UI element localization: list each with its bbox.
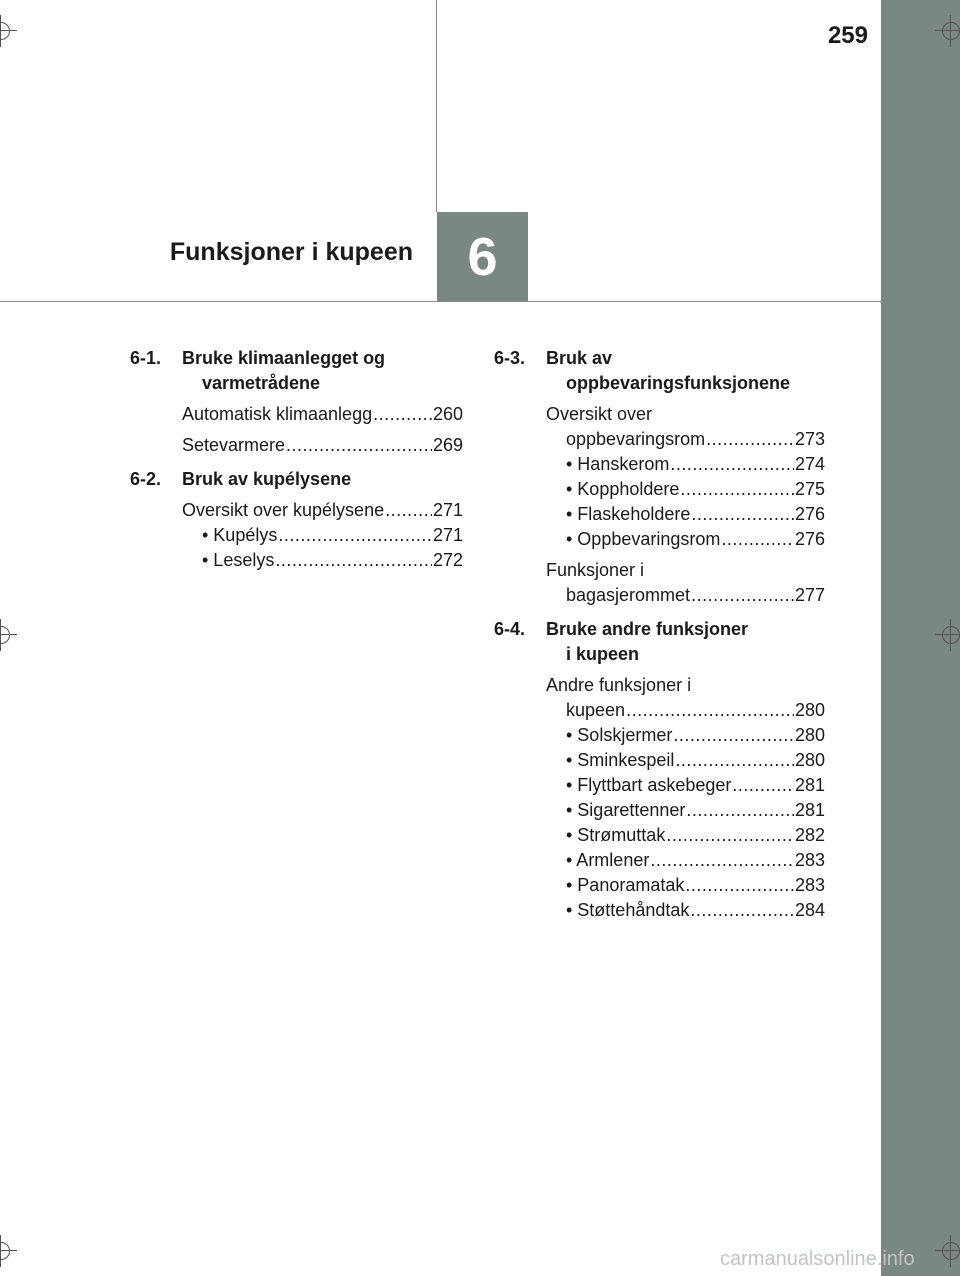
entry-line1: Andre funksjoner i [546, 675, 692, 695]
toc-entry[interactable] [130, 433, 463, 458]
entry-page: 280 [794, 700, 825, 720]
entry-label: • Panoramatak [566, 875, 685, 895]
entry-page: 272 [432, 550, 463, 570]
section-number: 6-2. [130, 469, 162, 489]
entry-page: 273 [794, 429, 825, 449]
toc-entry[interactable] [130, 523, 463, 548]
entry-page: 275 [794, 479, 825, 499]
crop-mark-icon [0, 1242, 10, 1260]
entry-page: 281 [794, 775, 825, 795]
toc-entry[interactable] [494, 773, 825, 798]
toc-entry[interactable] [130, 498, 463, 523]
entry-label: • Støttehåndtak [566, 900, 690, 920]
section-number: 6-1. [130, 348, 162, 368]
entry-page: 281 [794, 800, 825, 820]
toc-entry[interactable] [494, 873, 825, 898]
toc-entry[interactable] [494, 452, 825, 477]
chapter-number: 6 [437, 212, 528, 301]
entry-label: • Flyttbart askebeger [566, 775, 732, 795]
entry-label: Setevarmere [182, 435, 286, 455]
page-number: 259 [827, 22, 868, 49]
crop-mark-icon [0, 22, 10, 40]
entry-line1: Oversikt over [546, 404, 653, 424]
toc-entry[interactable] [494, 898, 825, 923]
entry-label: kupeen [566, 700, 626, 720]
entry-label: • Strømuttak [566, 825, 666, 845]
entry-label: Automatisk klimaanlegg [182, 404, 373, 424]
entry-page: 284 [794, 900, 825, 920]
section-title-cont: oppbevaringsfunksjonene [566, 373, 791, 393]
entry-label: • Oppbevaringsrom [566, 529, 721, 549]
section-title-cont: i kupeen [566, 644, 640, 664]
toc-entry[interactable] [130, 402, 463, 427]
entry-label: • Flaskeholdere [566, 504, 691, 524]
toc-entry[interactable] [494, 527, 825, 552]
crop-mark-icon [942, 1242, 960, 1260]
header-horizontal-rule [0, 301, 881, 302]
entry-page: 276 [794, 529, 825, 549]
watermark: carmanualsonline.info [720, 1248, 915, 1270]
section-title: Bruke klimaanlegget og [182, 348, 386, 368]
entry-label: • Sminkespeil [566, 750, 675, 770]
chapter-title: Funksjoner i kupeen [169, 238, 413, 266]
entry-page: 280 [794, 750, 825, 770]
toc-left-column [130, 346, 463, 573]
entry-label: • Koppholdere [566, 479, 680, 499]
entry-page: 280 [794, 725, 825, 745]
entry-page: 276 [794, 504, 825, 524]
section-title: Bruke andre funksjoner [546, 619, 749, 639]
crop-mark-icon [0, 626, 10, 644]
entry-label: oppbevaringsrom [566, 429, 706, 449]
entry-line1: Funksjoner i [546, 560, 645, 580]
section-number: 6-3. [494, 348, 526, 368]
entry-label: bagasjerommet [566, 585, 691, 605]
entry-label: Oversikt over kupélysene [182, 500, 385, 520]
entry-label: • Solskjermer [566, 725, 673, 745]
crop-mark-icon [942, 22, 960, 40]
toc-entry[interactable] [130, 548, 463, 573]
toc-entry[interactable] [494, 673, 825, 723]
entry-label: • Kupélys [202, 525, 278, 545]
toc-section-6-2 [130, 467, 463, 492]
entry-page: 271 [432, 525, 463, 545]
entry-label: • Armlener [566, 850, 650, 870]
entry-page: 271 [432, 500, 463, 520]
toc-entry[interactable] [494, 558, 825, 608]
toc-right-column [494, 346, 825, 923]
entry-label: • Hanskerom [566, 454, 670, 474]
section-number: 6-4. [494, 619, 526, 639]
section-title: Bruk av kupélysene [182, 469, 352, 489]
toc-entry[interactable] [494, 502, 825, 527]
crop-mark-icon [942, 626, 960, 644]
section-title: Bruk av [546, 348, 613, 368]
entry-page: 274 [794, 454, 825, 474]
toc-entry[interactable] [494, 723, 825, 748]
toc-entry[interactable] [494, 748, 825, 773]
entry-page: 283 [794, 850, 825, 870]
header-vertical-rule [436, 0, 437, 212]
toc-section-6-3 [494, 346, 825, 396]
entry-page: 282 [794, 825, 825, 845]
entry-page: 269 [432, 435, 463, 455]
toc-entry[interactable] [494, 823, 825, 848]
toc-entry[interactable] [494, 798, 825, 823]
toc-entry[interactable] [494, 848, 825, 873]
entry-page: 283 [794, 875, 825, 895]
toc-entry[interactable] [494, 477, 825, 502]
toc-section-6-4 [494, 617, 825, 667]
toc-entry[interactable] [494, 402, 825, 452]
entry-page: 277 [794, 585, 825, 605]
entry-page: 260 [432, 404, 463, 424]
entry-label: • Leselys [202, 550, 275, 570]
toc-section-6-1 [130, 346, 463, 396]
section-title-cont: varmetrådene [202, 373, 321, 393]
entry-label: • Sigarettenner [566, 800, 686, 820]
